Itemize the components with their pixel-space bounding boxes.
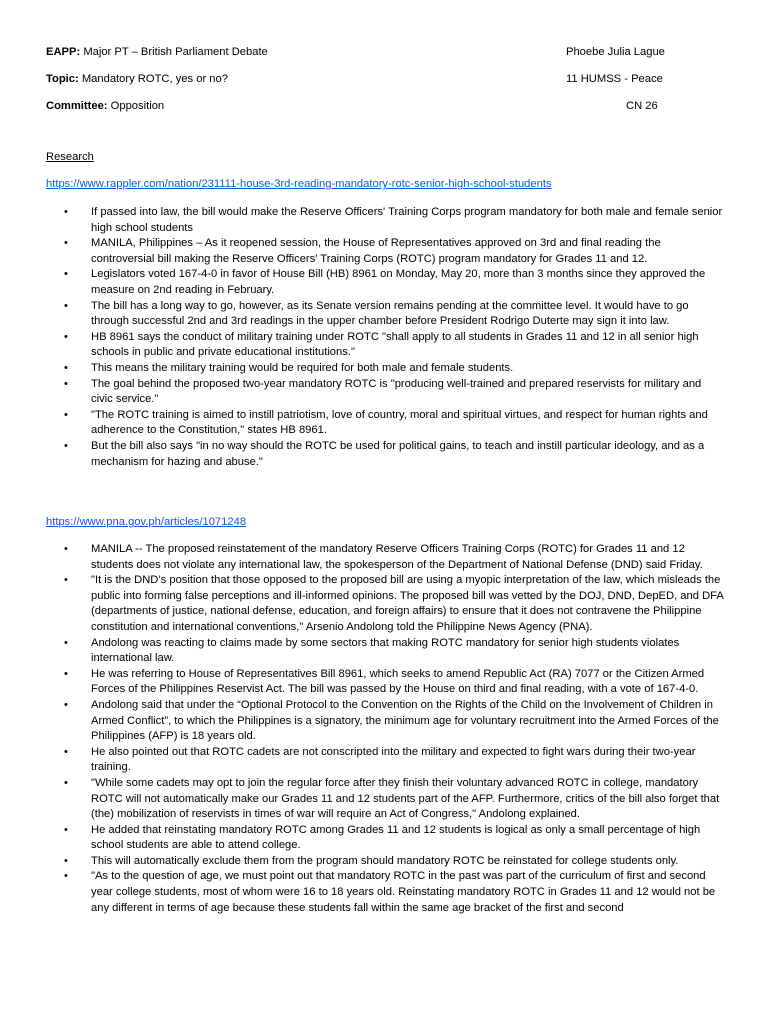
topic-value: Mandatory ROTC, yes or no? xyxy=(81,73,228,85)
course-value: Major PT – British Parliament Debate xyxy=(83,46,268,58)
list-item xyxy=(46,776,726,823)
topic-line xyxy=(46,72,228,88)
source-1-points xyxy=(46,205,726,470)
header-row-topic xyxy=(46,72,663,88)
course-label: EAPP: xyxy=(46,46,81,58)
list-item xyxy=(46,408,726,439)
bullet-icon: • xyxy=(64,854,68,867)
list-item xyxy=(46,361,726,377)
list-item xyxy=(46,330,726,361)
author-name: Phoebe Julia Lague xyxy=(566,46,665,58)
header-row-committee xyxy=(46,99,658,115)
point-text: Andolong was reacting to claims made by some sectors that making ROTC mandatory for senior high students violates international law. xyxy=(91,636,680,665)
committee-value: Opposition xyxy=(110,100,165,112)
bullet-icon: • xyxy=(64,745,68,758)
source-link-rappler[interactable]: https://www.rappler.com/nation/231111-house-3rd-reading-mandatory-rotc-senior-high-school-students xyxy=(46,178,552,190)
list-item xyxy=(46,636,726,667)
list-item xyxy=(46,869,726,916)
bullet-icon: • xyxy=(64,574,68,587)
point-text: But the bill also says "in no way should the ROTC be used for political gains, to teach and instill particular ideology, and as a mechanism for hazing and abuse." xyxy=(91,439,705,468)
bullet-icon: • xyxy=(64,377,68,390)
bullet-icon: • xyxy=(64,206,68,218)
bullet-icon: • xyxy=(64,823,68,836)
bullet-icon: • xyxy=(64,698,68,711)
point-text: MANILA -- The proposed reinstatement of the mandatory Reserve Officers Training Corps (ROTC) for Grades 11 and 12 students does not violate any international law, the spokesperson of the Department of National Defense (DND) said Friday. xyxy=(91,543,703,571)
point-text: Legislators voted 167-4-0 in favor of House Bill (HB) 8961 on Monday, May 20, more than 3 months since they approved the measure on 2nd reading in February. xyxy=(91,268,706,296)
list-item xyxy=(46,267,726,298)
list-item xyxy=(46,823,726,854)
bullet-icon: • xyxy=(64,636,68,649)
bullet-icon: • xyxy=(64,237,68,250)
point-text: He was referring to House of Representatives Bill 8961, which seeks to amend Republic Act (RA) 7077 or the Citizen Armed Forces of the Philippines Reservist Act. The bill was passed by the House on third and final reading, with a vote of 167-4-0. xyxy=(91,667,705,696)
source-2-points xyxy=(46,542,726,916)
research-heading: Research xyxy=(46,151,94,163)
source-link-pna[interactable]: https://www.pna.gov.ph/articles/1071248 xyxy=(46,516,247,528)
point-text: He also pointed out that ROTC cadets are not conscripted into the military and expected to fight wars during their two-year training. xyxy=(91,745,696,774)
point-text: "As to the question of age, we must point out that mandatory ROTC in the past was part of the curriculum of first and second year college students, most of whom were 16 to 18 years old. Reinstating mandatory ROTC in Grades 11 and 12 would not be any different in terms of age because these students fall within the same age bracket of the first and second xyxy=(91,870,716,914)
class-number: CN 26 xyxy=(626,100,658,112)
list-item xyxy=(46,377,726,408)
bullet-icon: • xyxy=(64,667,68,680)
point-text: The goal behind the proposed two-year mandatory ROTC is "producing well-trained and prepared reservists for military and civic service." xyxy=(91,377,702,406)
point-text: "The ROTC training is aimed to instill patriotism, love of country, moral and spiritual virtues, and respect for human rights and adherence to the Constitution," states HB 8961. xyxy=(91,408,708,437)
list-item xyxy=(46,236,726,267)
list-item xyxy=(46,698,726,745)
bullet-icon: • xyxy=(64,870,68,883)
list-item xyxy=(46,542,726,573)
list-item xyxy=(46,573,726,635)
point-text: "While some cadets may opt to join the regular force after they finish their voluntary advanced ROTC in college, mandatory ROTC will not automatically make our Grades 11 and 12 students part of the AFP. Furthermore, critics of the bill also forget that (the) mobilization of reservists in times of war will require an Act of Congress," Andolong explained. xyxy=(91,776,720,821)
point-text: He added that reinstating mandatory ROTC among Grades 11 and 12 students is logical as only a small percentage of high school students are able to attend college. xyxy=(91,823,701,852)
header-row-course xyxy=(46,45,665,61)
point-text: "It is the DND’s position that those opposed to the proposed bill are using a myopic interpretation of the law, which misleads the public into forming false perceptions and ill-informed opinions. The proposed bill was vetted by the DOJ, DND, DepED, and DFA (departments of justice, national defense, education, and foreign affairs) to ensure that it does not contravene the Philippine constitution and international conventions," Arsenio Andolong told the Philippine News Agency (PNA). xyxy=(91,574,724,633)
committee-line xyxy=(46,99,164,115)
bullet-icon: • xyxy=(64,408,68,421)
list-item xyxy=(46,745,726,776)
section-name: 11 HUMSS - Peace xyxy=(566,73,663,85)
list-item xyxy=(46,299,726,330)
bullet-icon: • xyxy=(64,361,68,374)
list-item xyxy=(46,205,726,236)
point-text: This will automatically exclude them from the program should mandatory ROTC be reinstated for college students only. xyxy=(91,854,679,867)
committee-label: Committee: xyxy=(46,100,108,112)
bullet-icon: • xyxy=(64,776,68,789)
topic-label: Topic: xyxy=(46,73,79,85)
course-line xyxy=(46,45,268,61)
list-item xyxy=(46,439,726,470)
point-text: This means the military training would be required for both male and female students. xyxy=(91,361,514,374)
bullet-icon: • xyxy=(64,330,68,343)
point-text: HB 8961 says the conduct of military training under ROTC "shall apply to all students in Grades 11 and 12 in all senior high schools in public and private educational institutions." xyxy=(91,330,699,359)
point-text: The bill has a long way to go, however, as its Senate version remains pending at the committee level. It would have to go through successful 2nd and 3rd readings in the upper chamber before President Rodrigo Duterte may sign it into law. xyxy=(91,299,689,328)
point-text: If passed into law, the bill would make the Reserve Officers' Training Corps program mandatory for both male and female senior high school students xyxy=(91,206,723,234)
bullet-icon: • xyxy=(64,299,68,312)
list-item xyxy=(46,667,726,698)
point-text: Andolong said that under the “Optional Protocol to the Convention on the Rights of the Child on the Involvement of Children in Armed Conflict”, to which the Philippines is a signatory, the minimum age for voluntary recruitment into the Armed Forces of the Philippines (AFP) is 18 years old. xyxy=(91,698,719,743)
point-text: MANILA, Philippines – As it reopened session, the House of Representatives approved on 3rd and final reading the controversial bill making the Reserve Officers' Training Corps (ROTC) program mandatory for Grades 11 and 12. xyxy=(91,237,661,265)
list-item xyxy=(46,854,726,870)
bullet-icon: • xyxy=(64,268,68,281)
bullet-icon: • xyxy=(64,439,68,452)
bullet-icon: • xyxy=(64,543,68,555)
